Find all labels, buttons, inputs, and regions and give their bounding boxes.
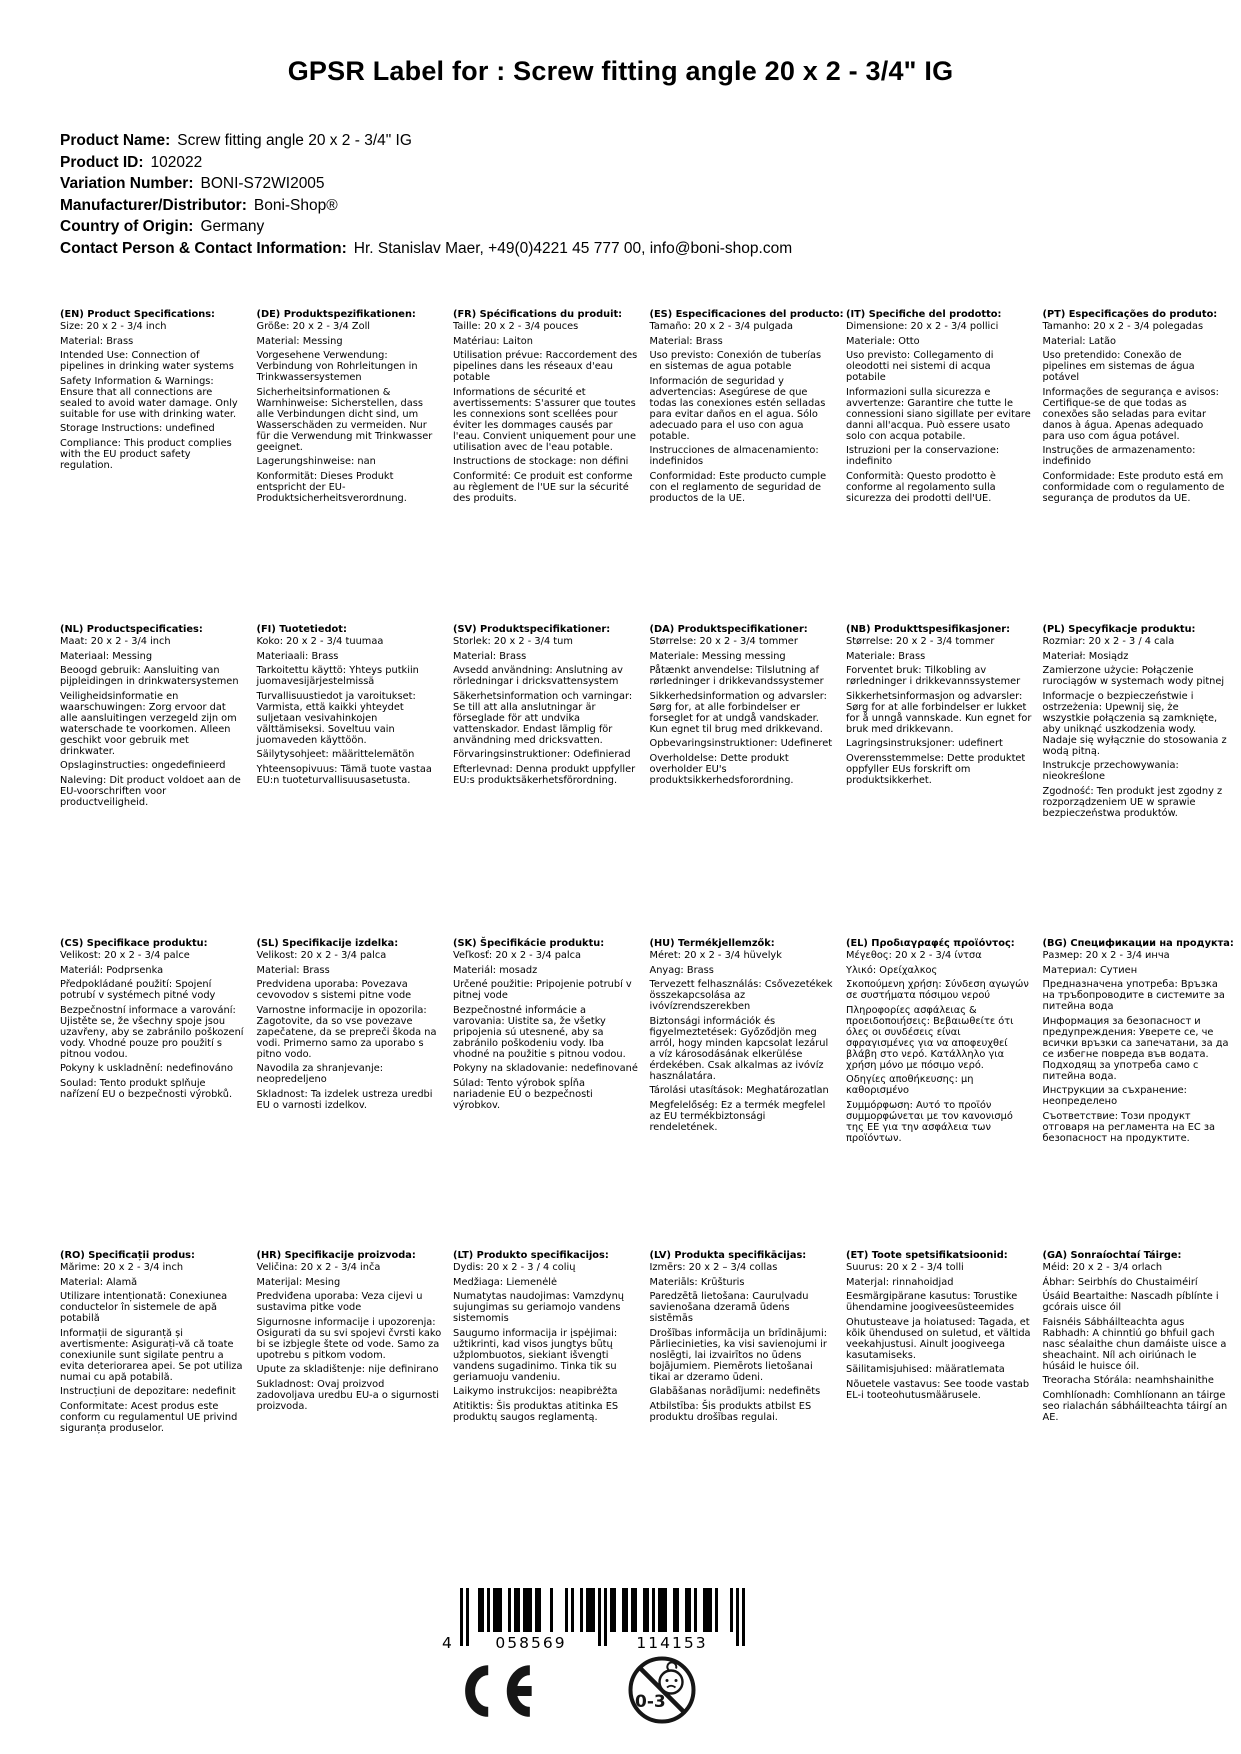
spec-paragraph: Material: Brass — [60, 335, 134, 347]
spec-paragraph: Utilisation prévue: Raccordement des pipelines dans les réseaux d'eau potable — [453, 350, 638, 383]
spec-paragraph: Säilytysohjeet: määrittelemätön — [256, 749, 415, 760]
product-info-row — [60, 195, 792, 217]
info-value: Boni-Shop® — [253, 196, 338, 214]
spec-block-header: (SL) Specifikacije izdelka: — [256, 938, 399, 949]
spec-paragraph: Materiale: Otto — [846, 335, 920, 347]
spec-paragraph: Vorgesehene Verwendung: Verbindung von Rohrleitungen in Trinkwassersystemen — [256, 350, 418, 383]
spec-block-nl — [60, 624, 246, 938]
spec-paragraph: Faisnéis Sábháilteachta agus Rabhadh: A chinntiú go bhfuil gach nasc séalaithe chun damáiste uisce a sheachaint. Níl ach oiriúnach le húsáid le huisce óil. — [1042, 1316, 1227, 1372]
spec-paragraph: Comhlíonadh: Comhlíonann an táirge seo rialachán sábháilteachta táirgí an AE. — [1042, 1389, 1228, 1423]
spec-block-sv — [453, 624, 639, 938]
spec-paragraph: Størrelse: 20 x 2 - 3/4 tommer — [846, 636, 995, 647]
spec-paragraph: Informazioni sulla sicurezza e avvertenze: Garantire che tutte le connessioni siano sigillate per evitare danni all'acqua. Può essere usato solo con acqua potabile. — [846, 386, 1031, 442]
spec-paragraph: Drošības informācija un brīdinājumi: Pārliecinieties, ka visi savienojumi ir noslēgti, lai izvairītos no ūdens bojājumiem. Piemērots lietošanai tikai ar dzeramo ūdeni. — [649, 1327, 827, 1383]
spec-paragraph: Materijal: Mesing — [256, 1276, 341, 1288]
spec-block-fi — [257, 624, 443, 938]
spec-block-hu — [650, 938, 836, 1250]
spec-paragraph: Storlek: 20 x 2 - 3/4 tum — [453, 636, 573, 647]
spec-paragraph: Avsedd användning: Anslutning av rörledningar i dricksvattensystem — [453, 665, 623, 687]
spec-paragraph: Pokyny k uskladnění: nedefinováno — [60, 1063, 233, 1074]
spec-paragraph: Konformität: Dieses Produkt entspricht der EU-Produktsicherheitsverordnung. — [256, 470, 407, 504]
spec-paragraph: Velikost: 20 x 2 - 3/4 palca — [256, 950, 387, 961]
spec-paragraph: Instrucciones de almacenamiento: indefinidos — [649, 445, 819, 467]
spec-paragraph: Compliance: This product complies with the EU product safety regulation. — [60, 437, 232, 471]
spec-paragraph: Atbilstība: Šis produkts atbilst ES produktu drošības regulai. — [649, 1400, 812, 1423]
spec-paragraph: Informações de segurança e avisos: Certifique-se de que todas as conexões são seladas para evitar danos à água. Apenas adequado para uso com água potável. — [1042, 386, 1219, 442]
info-label: Manufacturer/Distributor: — [60, 196, 247, 214]
spec-paragraph: Opslaginstructies: ongedefinieerd — [60, 760, 226, 771]
product-info-row — [60, 173, 792, 195]
spec-paragraph: Οδηγίες αποθήκευσης: μη καθορισμένο — [846, 1074, 974, 1096]
spec-paragraph: Size: 20 x 2 - 3/4 inch — [60, 321, 167, 332]
spec-paragraph: Predviđena uporaba: Veza cijevi u sustavima pitke vode — [256, 1291, 423, 1313]
spec-paragraph: Предназначена употреба: Връзка на тръбопроводите в системите за питейна вода — [1042, 979, 1225, 1012]
spec-paragraph: Tervezett felhasználás: Csővezetékek összekapcsolása az ivóvízrendszerekben — [649, 979, 833, 1012]
spec-block-el — [846, 938, 1032, 1250]
spec-block-lv — [650, 1250, 836, 1437]
spec-paragraph: Forventet bruk: Tilkobling av rørledninger i drikkevannssystemer — [846, 665, 1021, 687]
ean13-barcode — [440, 1586, 750, 1652]
spec-paragraph: Instructions de stockage: non défini — [453, 456, 629, 467]
spec-paragraph: Veličina: 20 x 2 - 3/4 inča — [256, 1262, 381, 1273]
spec-paragraph: Uso previsto: Conexión de tuberías en sistemas de agua potable — [649, 350, 822, 372]
product-info-row — [60, 216, 792, 238]
spec-paragraph: Material: Brass — [256, 964, 330, 976]
spec-paragraph: Material: Brass — [453, 650, 527, 662]
spec-paragraph: Conformità: Questo prodotto è conforme al regolamento sulla sicurezza dei prodotti dell'UE. — [846, 470, 996, 504]
spec-paragraph: Biztonsági információk és figyelmeztetések: Győződjön meg arról, hogy minden kapcsolat lezárul a víz károsodásának elkerülése érdekében. Csak alkalmas az ivóvíz használatára. — [649, 1015, 829, 1082]
info-label: Product Name: — [60, 132, 171, 149]
spec-paragraph: Materiāls: Krūšturis — [649, 1276, 745, 1288]
spec-paragraph: Ábhar: Seirbhís do Chustaiméirí — [1042, 1276, 1198, 1288]
spec-paragraph: Zgodność: Ten produkt jest zgodny z rozporządzeniem UE w sprawie bezpieczeństwa produktów. — [1042, 785, 1223, 819]
age-warning-0-3-icon — [626, 1654, 698, 1726]
spec-paragraph: Lagringsinstruksjoner: udefinert — [846, 738, 1003, 749]
spec-paragraph: Matériau: Laiton — [453, 335, 533, 347]
spec-paragraph: Glabāšanas norādījumi: nedefinēts — [649, 1386, 821, 1397]
spec-paragraph: Atitiktis: Šis produktas atitinka ES produktų saugos reglamentą. — [453, 1400, 619, 1423]
spec-paragraph: Sikkerhedsinformation og advarsler: Sørg for, at alle forbindelser er forseglet for at undgå vandskader. Kun egnet til brug med drikkevand. — [649, 690, 827, 735]
spec-paragraph: Veiligheidsinformatie en waarschuwingen: Zorg ervoor dat alle aansluitingen verzegeld zijn om waterschade te voorkomen. Alleen geschikt voor gebruik met drinkwater. — [60, 690, 237, 757]
spec-block-header: (RO) Specificații produs: — [60, 1250, 195, 1261]
spec-paragraph: Navodila za shranjevanje: neopredeljeno — [256, 1063, 384, 1085]
spec-block-pt — [1043, 309, 1229, 624]
barcode-bars — [440, 1586, 750, 1652]
spec-paragraph: Sigurnosne informacije i upozorenja: Osigurati da su svi spojevi čvrsti kako bi se izbjegle štete od vode. Samo za upotrebu s pitkom vodom. — [256, 1316, 442, 1361]
spec-paragraph: Efterlevnad: Denna produkt uppfyller EU:s produktsäkerhetsförordning. — [453, 763, 636, 786]
spec-paragraph: Úsáid Beartaithe: Nascadh píblínte i gcórais uisce óil — [1042, 1291, 1219, 1313]
spec-block-header: (DA) Produktspecifikationer: — [649, 624, 808, 635]
svg-text:0-3: 0-3 — [635, 1692, 666, 1712]
spec-paragraph: Laikymo instrukcijos: neapibrėžta — [453, 1386, 618, 1397]
svg-text:4: 4 — [442, 1634, 454, 1652]
spec-paragraph: Safety Information & Warnings: Ensure that all connections are sealed to avoid water damage. Only suitable for use with drinking water. — [60, 375, 238, 420]
spec-paragraph: Tarkoitettu käyttö: Yhteys putkiin juomavesijärjestelmissä — [256, 665, 419, 687]
spec-paragraph: Izmērs: 20 x 2 – 3/4 collas — [649, 1262, 778, 1273]
spec-block-header: (ET) Toote spetsifikatsioonid: — [846, 1250, 1008, 1261]
info-value: Hr. Stanislav Maer, +49(0)4221 45 777 00, info@boni-shop.com — [353, 239, 793, 257]
spec-paragraph: Material: Latão — [1042, 335, 1117, 347]
spec-paragraph: Turvallisuustiedot ja varoitukset: Varmista, että kaikki yhteydet suljetaan vesivahinkojen välttämiseksi. Soveltuu vain juomaveden käyttöön. — [256, 690, 416, 746]
spec-paragraph: Material: Alamă — [60, 1276, 138, 1288]
spec-paragraph: Mărime: 20 x 2 - 3/4 inch — [60, 1262, 184, 1273]
spec-paragraph: Förvaringsinstruktioner: Odefinierad — [453, 749, 631, 760]
spec-paragraph: Skladnost: Ta izdelek ustreza uredbi EU o varnosti izdelkov. — [256, 1088, 433, 1111]
spec-paragraph: Megfelelőség: Ez a termék megfelel az EU termékbiztonsági rendeletének. — [649, 1099, 826, 1133]
product-info-row — [60, 130, 792, 152]
spec-paragraph: Treoracha Stórála: neamhshainithe — [1042, 1375, 1214, 1386]
spec-paragraph: Koko: 20 x 2 - 3/4 tuumaa — [256, 636, 384, 647]
spec-paragraph: Påtænkt anvendelse: Tilslutning af rørledninger i drikkevandssystemer — [649, 665, 824, 687]
spec-block-sl — [257, 938, 443, 1250]
spec-block-header: (LV) Produkta specifikācijas: — [649, 1250, 807, 1261]
spec-paragraph: Suurus: 20 x 2 - 3/4 tolli — [846, 1262, 964, 1273]
spec-block-hr — [257, 1250, 443, 1437]
spec-paragraph: Rozmiar: 20 x 2 - 3 / 4 cala — [1042, 636, 1175, 647]
spec-block-sk — [453, 938, 639, 1250]
spec-paragraph: Материал: Сутиен — [1042, 964, 1138, 976]
spec-paragraph: Sikkerhetsinformasjon og advarsler: Sørg for at alle forbindelser er lukket for å unngå vannskade. Kun egnet for bruk med drikkevann. — [846, 690, 1032, 735]
spec-paragraph: Πληροφορίες ασφάλειας & προειδοποιήσεις: Βεβαιωθείτε ότι όλες οι συνδέσεις είναι σφραγισμένες για να αποφευχθεί βλάβη στο νερό. Κατάλληλο για χρήση μόνο με πόσιμο νερό. — [846, 1004, 1014, 1071]
spec-block-nb — [846, 624, 1032, 938]
spec-paragraph: Taille: 20 x 2 - 3/4 pouces — [453, 321, 579, 332]
spec-paragraph: Soulad: Tento produkt splňuje nařízení EU o bezpečnosti výrobků. — [60, 1077, 233, 1100]
spec-paragraph: Instrucțiuni de depozitare: nedefinit — [60, 1386, 236, 1397]
spec-paragraph: Medžiaga: Liemenėlė — [453, 1276, 557, 1288]
spec-block-es — [649, 309, 844, 624]
spec-paragraph: Sukladnost: Ovaj proizvod zadovoljava uredbu EU-a o sigurnosti proizvoda. — [256, 1378, 439, 1412]
spec-paragraph: Opbevaringsinstruktioner: Udefineret — [649, 738, 833, 749]
spec-paragraph: Informacje o bezpieczeństwie i ostrzeżenia: Upewnij się, że wszystkie połączenia są zamknięte, aby uniknąć uszkodzenia wody. Nadaje się wyłącznie do stosowania z wodą pitną. — [1042, 690, 1227, 757]
spec-paragraph: Μέγεθος: 20 x 2 - 3/4 ίντσα — [846, 950, 982, 961]
spec-paragraph: Conformidad: Este producto cumple con el reglamento de seguridad de productos de la UE. — [649, 470, 827, 504]
spec-block-de — [257, 309, 443, 624]
spec-paragraph: Størrelse: 20 x 2 - 3/4 tommer — [649, 636, 798, 647]
spec-block-header: (BG) Спецификации на продукта: — [1042, 938, 1234, 949]
spec-paragraph: Instrukcje przechowywania: nieokreślone — [1042, 760, 1179, 782]
spec-paragraph: Информация за безопасност и предупреждения: Уверете се, че всички връзки са запечатани, за да се избегне повреда във водата. Подходящ за употреба само с питейна вода. — [1042, 1015, 1229, 1082]
spec-paragraph: Размер: 20 x 2 - 3/4 инча — [1042, 950, 1170, 961]
spec-block-lt — [453, 1250, 639, 1437]
spec-paragraph: Súlad: Tento výrobok spĺňa nariadenie EÚ o bezpečnosti výrobkov. — [453, 1077, 593, 1111]
spec-paragraph: Instruções de armazenamento: indefinido — [1042, 445, 1196, 467]
spec-paragraph: Predvidena uporaba: Povezava cevovodov s sistemi pitne vode — [256, 979, 412, 1001]
spec-paragraph: Συμμόρφωση: Αυτό το προϊόν συμμορφώνεται με τον κανονισμό της ΕΕ για την ασφάλεια των προϊόντων. — [846, 1099, 1013, 1144]
spec-paragraph: Numatytas naudojimas: Vamzdynų sujungimas su geriamojo vandens sistemomis — [453, 1291, 624, 1324]
spec-paragraph: Beoogd gebruik: Aansluiting van pijpleidingen in drinkwatersystemen — [60, 665, 239, 687]
spec-paragraph: Upute za skladištenje: nije definirano — [256, 1364, 439, 1375]
spec-block-et — [846, 1250, 1032, 1437]
spec-block-header: (PT) Especificações do produto: — [1042, 309, 1218, 320]
spec-block-header: (PL) Specyfikacje produktu: — [1042, 624, 1196, 635]
info-label: Variation Number: — [60, 175, 194, 193]
spec-paragraph: Předpokládané použití: Spojení potrubí v systémech pitné vody — [60, 979, 216, 1001]
spec-paragraph: Pokyny na skladovanie: nedefinované — [453, 1063, 638, 1074]
spec-paragraph: Инструкции за съхранение: неопределено — [1042, 1085, 1187, 1107]
spec-paragraph: Conformité: Ce produit est conforme au règlement de l'UE sur la sécurité des produits. — [453, 470, 633, 504]
spec-grid — [60, 309, 1234, 1437]
product-info-row — [60, 152, 792, 174]
spec-paragraph: Ohutusteave ja hoiatused: Tagada, et kõik ühendused on suletud, et vältida veekahjustusi. Ainult joogiveega kasutamiseks. — [846, 1316, 1031, 1361]
spec-paragraph: Materiaali: Brass — [256, 650, 339, 662]
spec-block-en — [60, 309, 246, 624]
product-info-row — [60, 238, 792, 260]
spec-paragraph: Lagerungshinweise: nan — [256, 456, 376, 467]
spec-paragraph: Съответствие: Този продукт отговаря на регламента на ЕС за безопасност на продуктите. — [1042, 1110, 1216, 1144]
spec-paragraph: Uso pretendido: Conexão de pipelines em sistemas de água potável — [1042, 350, 1195, 383]
spec-paragraph: Utilizare intenționată: Conexiunea conductelor în sistemele de apă potabilă — [60, 1291, 228, 1324]
spec-paragraph: Conformidade: Este produto está em conformidade com o regulamento de segurança de produtos da UE. — [1042, 470, 1225, 504]
spec-paragraph: Informații de siguranță și avertismente: Asigurați-vă că toate conexiunile sunt sigilate pentru a evita deteriorarea apei. Se pot utiliza numai cu apă potabilă. — [60, 1327, 243, 1383]
spec-block-fr — [453, 309, 639, 624]
spec-paragraph: Istruzioni per la conservazione: indefinito — [846, 445, 1000, 467]
info-value: Screw fitting angle 20 x 2 - 3/4" IG — [177, 132, 412, 149]
spec-block-header: (DE) Produktspezifikationen: — [256, 309, 416, 320]
spec-block-header: (SV) Produktspecifikationer: — [453, 624, 611, 635]
spec-paragraph: Intended Use: Connection of pipelines in drinking water systems — [60, 350, 234, 372]
spec-paragraph: Overensstemmelse: Dette produktet oppfyller EUs forskrift om produktsikkerhet. — [846, 752, 1026, 786]
spec-block-header: (HU) Termékjellemzők: — [649, 938, 775, 949]
spec-paragraph: Uso previsto: Collegamento di oleodotti nei sistemi di acqua potabile — [846, 350, 994, 383]
svg-text:114153: 114153 — [636, 1634, 708, 1652]
spec-block-header: (EN) Product Specifications: — [60, 309, 215, 320]
spec-paragraph: Saugumo informacija ir įspėjimai: užtikrinti, kad visos jungtys būtų užplombuotos, siekiant išvengti vandens sugadinimo. Tinka tik su geriamuoju vandeniu. — [453, 1327, 618, 1383]
spec-paragraph: Méret: 20 x 2 - 3/4 hüvelyk — [649, 950, 782, 961]
spec-paragraph: Conformitate: Acest produs este conform cu regulamentul UE privind siguranța produselor. — [60, 1400, 238, 1434]
spec-block-header: (NL) Productspecificaties: — [60, 624, 203, 635]
spec-paragraph: Bezpečnostné informácie a varovania: Uistite sa, že všetky pripojenia sú utesnené, aby sa zabránilo poškodeniu vody. Iba vhodné na použitie s pitnou vodou. — [453, 1004, 626, 1060]
spec-paragraph: Tamaño: 20 x 2 - 3/4 pulgada — [649, 321, 793, 332]
spec-paragraph: Velikost: 20 x 2 - 3/4 palce — [60, 950, 190, 961]
spec-paragraph: Material: Brass — [649, 335, 723, 347]
spec-block-header: (FR) Spécifications du produit: — [453, 309, 623, 320]
spec-paragraph: Informations de sécurité et avertissements: S'assurer que toutes les connexions sont scellées pour éviter les dommages causés par l'eau. Convient uniquement pour une utilisation avec de l'eau potable. — [453, 386, 636, 453]
spec-paragraph: Sicherheitsinformationen & Warnhinweise: Sicherstellen, dass alle Verbindungen dicht sind, um Wasserschäden zu vermeiden. Nur für die Verwendung mit Trinkwasser geeignet. — [256, 386, 433, 453]
spec-paragraph: Größe: 20 x 2 - 3/4 Zoll — [256, 321, 371, 332]
spec-paragraph: Tárolási utasítások: Meghatározatlan — [649, 1085, 829, 1096]
spec-paragraph: Veľkosť: 20 x 2 - 3/4 palca — [453, 950, 582, 961]
info-label: Product ID: — [60, 153, 144, 171]
spec-block-it — [846, 309, 1032, 624]
spec-paragraph: Anyag: Brass — [649, 964, 714, 976]
spec-block-pl — [1043, 624, 1229, 938]
spec-paragraph: Naleving: Dit product voldoet aan de EU-voorschriften voor productveiligheid. — [60, 774, 241, 808]
spec-paragraph: Varnostne informacije in opozorila: Zagotovite, da so vse povezave zapečatene, da se prepreči škoda na vodi. Primerno samo za uporabo s pitno vodo. — [256, 1004, 437, 1060]
spec-block-ga — [1043, 1250, 1229, 1437]
spec-paragraph: Eesmärgipärane kasutus: Torustike ühendamine joogiveesüsteemides — [846, 1291, 1018, 1313]
spec-paragraph: Overholdelse: Dette produkt overholder EU's produktsikkerhedsforordning. — [649, 752, 794, 786]
spec-paragraph: Zamierzone użycie: Połączenie rurociągów w systemach wody pitnej — [1042, 665, 1225, 687]
spec-paragraph: Información de seguridad y advertencias: Asegúrese de que todas las conexiones estén selladas para evitar daños en el agua. Sólo adecuado para el uso con agua potable. — [649, 375, 826, 442]
spec-paragraph: Materiale: Brass — [846, 650, 926, 662]
ce-mark-icon — [452, 1660, 538, 1722]
page-title: GPSR Label for : Screw fitting angle 20 x 2 - 3/4" IG — [287, 56, 954, 86]
spec-paragraph: Storage Instructions: undefined — [60, 423, 215, 434]
info-label: Country of Origin: — [60, 218, 194, 236]
spec-paragraph: Materiale: Messing messing — [649, 650, 786, 662]
spec-block-header: (IT) Specifiche del prodotto: — [846, 309, 1002, 320]
spec-paragraph: Materiál: mosadz — [453, 964, 538, 976]
spec-block-header: (SK) Špecifikácie produktu: — [453, 938, 605, 949]
spec-paragraph: Säkerhetsinformation och varningar: Se till att alla anslutningar är förseglade för att undvika vattenskador. Endast lämplig för användning med dricksvatten. — [453, 690, 633, 746]
product-info-block — [60, 130, 792, 260]
spec-block-da — [650, 624, 836, 938]
svg-text:058569: 058569 — [495, 1634, 567, 1652]
spec-paragraph: Materiaal: Messing — [60, 650, 153, 662]
spec-block-cs — [60, 938, 246, 1250]
spec-block-header: (HR) Specifikacije proizvoda: — [256, 1250, 416, 1261]
spec-paragraph: Paredzētā lietošana: Cauruļvadu savienošana dzeramā ūdens sistēmās — [649, 1291, 809, 1324]
info-label: Contact Person & Contact Information: — [60, 239, 347, 257]
info-value: BONI-S72WI2005 — [200, 175, 325, 193]
spec-paragraph: Σκοπούμενη χρήση: Σύνδεση αγωγών σε συστήματα πόσιμου νερού — [846, 979, 1029, 1001]
spec-paragraph: Υλικό: Ορείχαλκος — [846, 964, 938, 976]
info-value: Germany — [200, 218, 265, 236]
spec-paragraph: Yhteensopivuus: Tämä tuote vastaa EU:n tuoteturvallisuusasetusta. — [256, 763, 432, 786]
spec-paragraph: Materjal: rinnahoidjad — [846, 1276, 954, 1288]
spec-block-header: (GA) Sonraíochtaí Táirge: — [1042, 1250, 1182, 1261]
spec-paragraph: Bezpečnostní informace a varování: Ujistěte se, že všechny spoje jsou uzavřeny, aby se zabránilo poškození vody. Vhodné pouze pro použití s pitnou vodou. — [60, 1004, 244, 1060]
spec-block-bg — [1042, 938, 1234, 1250]
spec-block-header: (EL) Προδιαγραφές προϊόντος: — [846, 938, 1015, 949]
spec-paragraph: Säilitamisjuhised: määratlemata — [846, 1364, 1005, 1375]
info-value: 102022 — [150, 153, 203, 171]
spec-paragraph: Material: Messing — [256, 335, 343, 347]
spec-block-header: (ES) Especificaciones del producto: — [649, 309, 844, 320]
spec-block-header: (NB) Produkttspesifikasjoner: — [846, 624, 1010, 635]
spec-block-header: (LT) Produkto specifikacijos: — [453, 1250, 609, 1261]
spec-paragraph: Určené použitie: Pripojenie potrubí v pitnej vode — [453, 979, 632, 1001]
spec-paragraph: Materiál: Podprsenka — [60, 964, 164, 976]
spec-paragraph: Dydis: 20 x 2 - 3 / 4 colių — [453, 1262, 576, 1273]
spec-block-header: (FI) Tuotetiedot: — [256, 624, 347, 635]
spec-block-ro — [60, 1250, 246, 1437]
spec-paragraph: Nõuetele vastavus: See toode vastab EL-i tooteohutusmäärusele. — [846, 1378, 1030, 1401]
spec-paragraph: Tamanho: 20 x 2 - 3/4 polegadas — [1042, 321, 1204, 332]
spec-block-header: (CS) Specifikace produktu: — [60, 938, 208, 949]
spec-paragraph: Materiał: Mosiądz — [1042, 650, 1129, 662]
spec-paragraph: Méid: 20 x 2 - 3/4 orlach — [1042, 1262, 1163, 1273]
spec-paragraph: Maat: 20 x 2 - 3/4 inch — [60, 636, 171, 647]
spec-paragraph: Dimensione: 20 x 2 - 3/4 pollici — [846, 321, 999, 332]
